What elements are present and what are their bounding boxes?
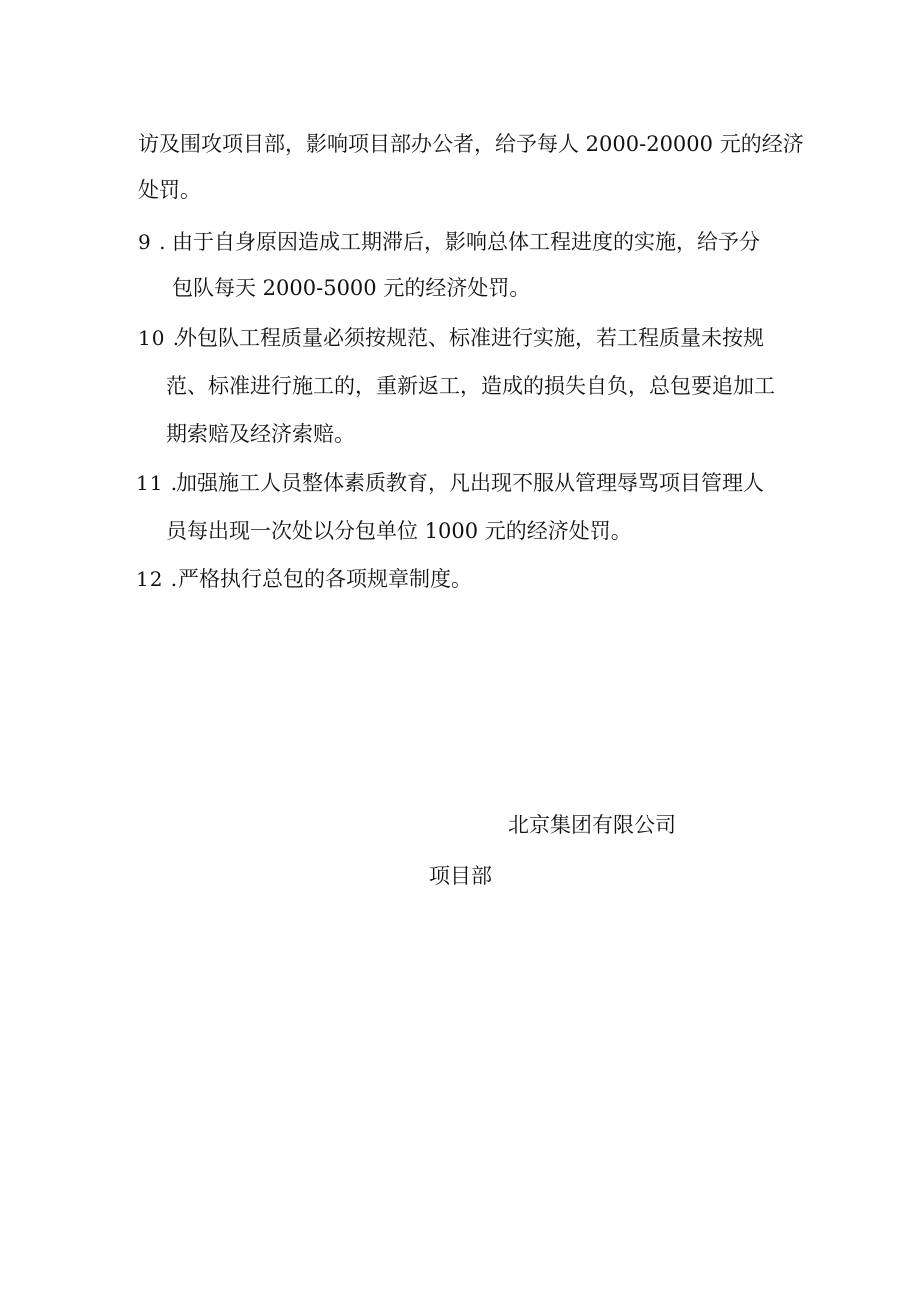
item-9-line-2: 包队每天 2000-5000 元的经济处罚。 (172, 276, 531, 300)
item-9-number: 9 . (138, 230, 167, 254)
signature-company: 北京集团有限公司 (508, 813, 676, 837)
item-11-line-1: 加强施工人员整体素质教育，凡出现不服从管理辱骂项目管理人 (176, 471, 764, 495)
signature-department: 项目部 (429, 864, 492, 888)
item-11-line-2: 员每出现一次处以分包单位 1000 元的经济处罚。 (166, 519, 632, 543)
item-12-line-1: 严格执行总包的各项规章制度。 (178, 567, 472, 591)
item-10-number: 10 . (138, 326, 181, 350)
item-12-number: 12 . (136, 567, 179, 591)
item-10-line-3: 期索赔及经济索赔。 (166, 422, 355, 446)
item-11-number: 11 . (136, 471, 179, 495)
intro-line-1: 访及围攻项目部，影响项目部办公者，给予每人 2000-20000 元的经济 (138, 132, 804, 156)
item-10-line-1: 外包队工程质量必须按规范、标准进行实施，若工程质量未按规 (176, 326, 764, 350)
item-10-line-2: 范、标准进行施工的，重新返工，造成的损失自负，总包要追加工 (166, 374, 775, 398)
intro-line-2: 处罚。 (138, 178, 201, 202)
item-9-line-1: 由于自身原因造成工期滞后，影响总体工程进度的实施，给予分 (172, 230, 760, 254)
